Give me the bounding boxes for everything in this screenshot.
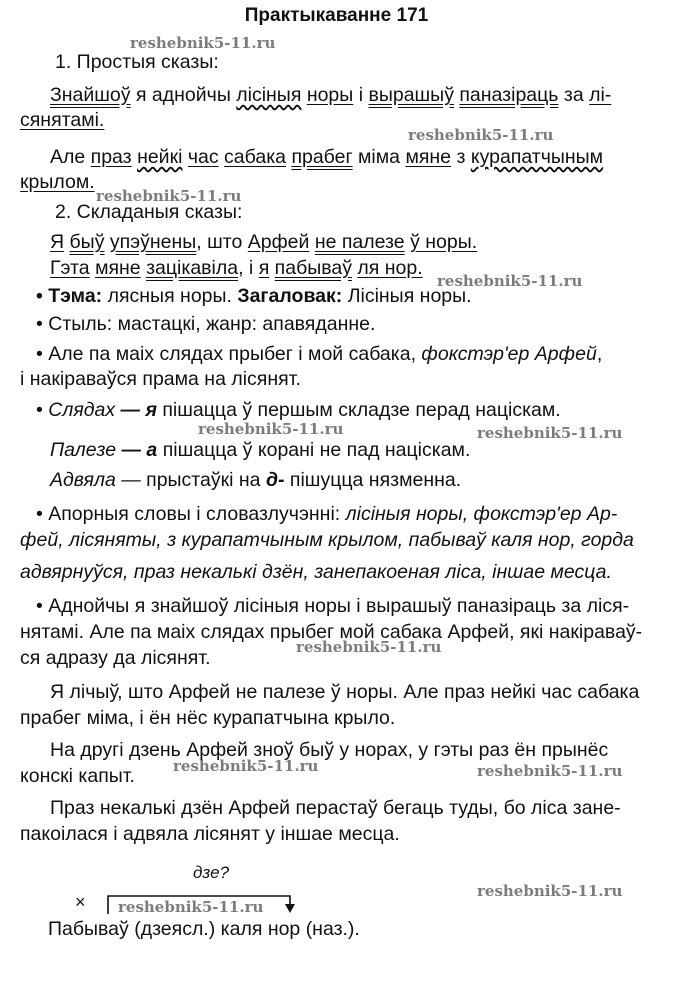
- text: пішуцца нязменна.: [284, 469, 462, 491]
- text: •: [36, 399, 49, 421]
- spelling-line: [50, 438, 470, 462]
- watermark: reshebnik5-11.ru: [296, 638, 442, 656]
- sentence-line: [50, 83, 611, 107]
- sentence-line: [50, 256, 423, 280]
- highlight: фокстэр'ер Арфей: [421, 343, 597, 365]
- text: — прыстаўкі на: [115, 469, 266, 491]
- dash: —: [115, 399, 146, 421]
- watermark: reshebnik5-11.ru: [96, 187, 242, 205]
- text: • Але па маіх слядах прыбег і мой сабака,: [36, 343, 422, 365]
- text: міма: [352, 146, 406, 168]
- word: Палезе: [50, 439, 117, 461]
- watermark: reshebnik5-11.ru: [437, 272, 583, 290]
- watermark: reshebnik5-11.ru: [198, 420, 344, 438]
- object: мяне: [405, 146, 452, 168]
- text: я аднойчы: [130, 84, 237, 106]
- text: • Апорныя словы і словазлучэнні:: [36, 503, 346, 525]
- predicate: пабываў: [274, 257, 352, 279]
- text: пішацца ў першым складзе перад націскам.: [156, 399, 561, 421]
- subject: сабака: [224, 146, 287, 168]
- watermark: reshebnik5-11.ru: [408, 126, 554, 144]
- watermark: reshebnik5-11.ru: [130, 34, 276, 52]
- predicate: упэўнены: [109, 231, 197, 253]
- text: Але: [50, 146, 91, 168]
- text-line: Я лічыў, што Арфей не палезе ў норы. Але праз нейкі час сабака: [50, 681, 640, 703]
- keywords-line: адвярнуўся, праз некалькі дзён, занепакоеная ліса, іншае месца.: [20, 561, 612, 583]
- text-line: ся адразу да лісянят.: [20, 647, 211, 669]
- section-complex-heading: 2. Складаныя сказы:: [55, 201, 243, 223]
- attribute: нейкі: [137, 146, 183, 168]
- text-line: нятамі. Але па маіх слядах прыбег мой сабака Арфей, які накіраваў-: [20, 621, 643, 643]
- subject: Я: [50, 231, 65, 253]
- paragraph-line: і накіраваўся прама на лісянят.: [20, 368, 301, 390]
- cross-mark: ×: [75, 892, 86, 912]
- sentence-line: [20, 108, 104, 132]
- text: , што: [196, 231, 248, 253]
- spelling-line: [36, 398, 561, 422]
- object: крылом.: [20, 171, 95, 193]
- text-line: пакоілася і адвяла лісянят у іншае месца.: [20, 823, 400, 845]
- adverbial: праз: [90, 146, 132, 168]
- letter: а: [146, 439, 158, 461]
- text-line: прабег міма, і ён нёс курапатчына крыло.: [20, 707, 396, 729]
- page-title: Практыкаванне 171: [244, 5, 429, 26]
- dash: —: [116, 439, 147, 461]
- paragraph-line: [36, 342, 602, 366]
- subject: Арфей: [247, 231, 310, 253]
- keywords: лісіныя норы, фокстэр'ер Ар-: [345, 503, 618, 525]
- text: , і: [238, 257, 259, 279]
- text: і: [353, 84, 369, 106]
- theme-line: [36, 284, 472, 308]
- predicate: не палезе: [314, 231, 405, 253]
- subject: Гэта: [50, 257, 90, 279]
- adverbial: ў норы.: [410, 231, 478, 253]
- attribute: курапатчыным: [470, 146, 604, 168]
- text-line: На другі дзень Арфей зноў быў у норах, у гэты раз ён прынёс: [50, 739, 609, 761]
- theme-value: лясныя норы.: [102, 285, 238, 307]
- sentence-line: [50, 145, 603, 169]
- adverbial: ля нор.: [357, 257, 423, 279]
- question-label: дзе?: [193, 863, 230, 882]
- predicate: паназіраць: [459, 84, 559, 106]
- predicate: быў: [69, 231, 105, 253]
- heading-value: Лісіныя норы.: [342, 285, 472, 307]
- letter: д-: [265, 469, 285, 491]
- text: за: [558, 84, 590, 106]
- predicate: Знайшоў: [50, 84, 131, 106]
- predicate: зацікавіла: [146, 257, 239, 279]
- text-line: конскі капыт.: [20, 765, 135, 787]
- text: пішацца ў корані не пад націскам.: [157, 439, 471, 461]
- subject: я: [258, 257, 270, 279]
- sentence-line: [50, 230, 477, 254]
- adverbial: час: [187, 146, 219, 168]
- attribute: лісіныя: [236, 84, 302, 106]
- phrase-line: Пабываў (дзеясл.) каля нор (наз.).: [48, 918, 360, 940]
- letter: я: [145, 399, 157, 421]
- keywords-line: фей, лісяняты, з курапатчыным крылом, пабываў каля нор, горда: [20, 529, 634, 551]
- text-line: Праз некалькі дзён Арфей перастаў бегаць туды, бо ліса зане-: [50, 797, 621, 819]
- watermark: reshebnik5-11.ru: [477, 424, 623, 442]
- watermark: reshebnik5-11.ru: [477, 882, 623, 900]
- object: норы: [306, 84, 354, 106]
- word: Адвяла: [50, 469, 116, 491]
- theme-label: • Тэма:: [36, 285, 103, 307]
- heading-label: Загаловак:: [237, 285, 343, 307]
- dependency-arrow: [100, 888, 300, 918]
- predicate: вырашыў: [368, 84, 454, 106]
- word: Слядах: [48, 399, 116, 421]
- text: з: [451, 146, 471, 168]
- watermark: reshebnik5-11.ru: [118, 898, 264, 916]
- style-line: • Стыль: мастацкі, жанр: апавяданне.: [36, 313, 376, 335]
- watermark: reshebnik5-11.ru: [477, 762, 623, 780]
- keywords-line: [36, 502, 617, 526]
- section-simple-heading: 1. Простыя сказы:: [55, 51, 219, 73]
- text: ,: [596, 343, 603, 365]
- text-line: • Аднойчы я знайшоў лісіныя норы і вырашыў паназіраць за ліся-: [36, 595, 630, 617]
- spelling-line: [50, 468, 461, 492]
- object: сянятамі.: [20, 109, 105, 131]
- watermark: reshebnik5-11.ru: [173, 757, 319, 775]
- object: мяне: [95, 257, 141, 279]
- object: лі-: [589, 84, 612, 106]
- sentence-line: [20, 170, 95, 194]
- predicate: прабег: [291, 146, 353, 168]
